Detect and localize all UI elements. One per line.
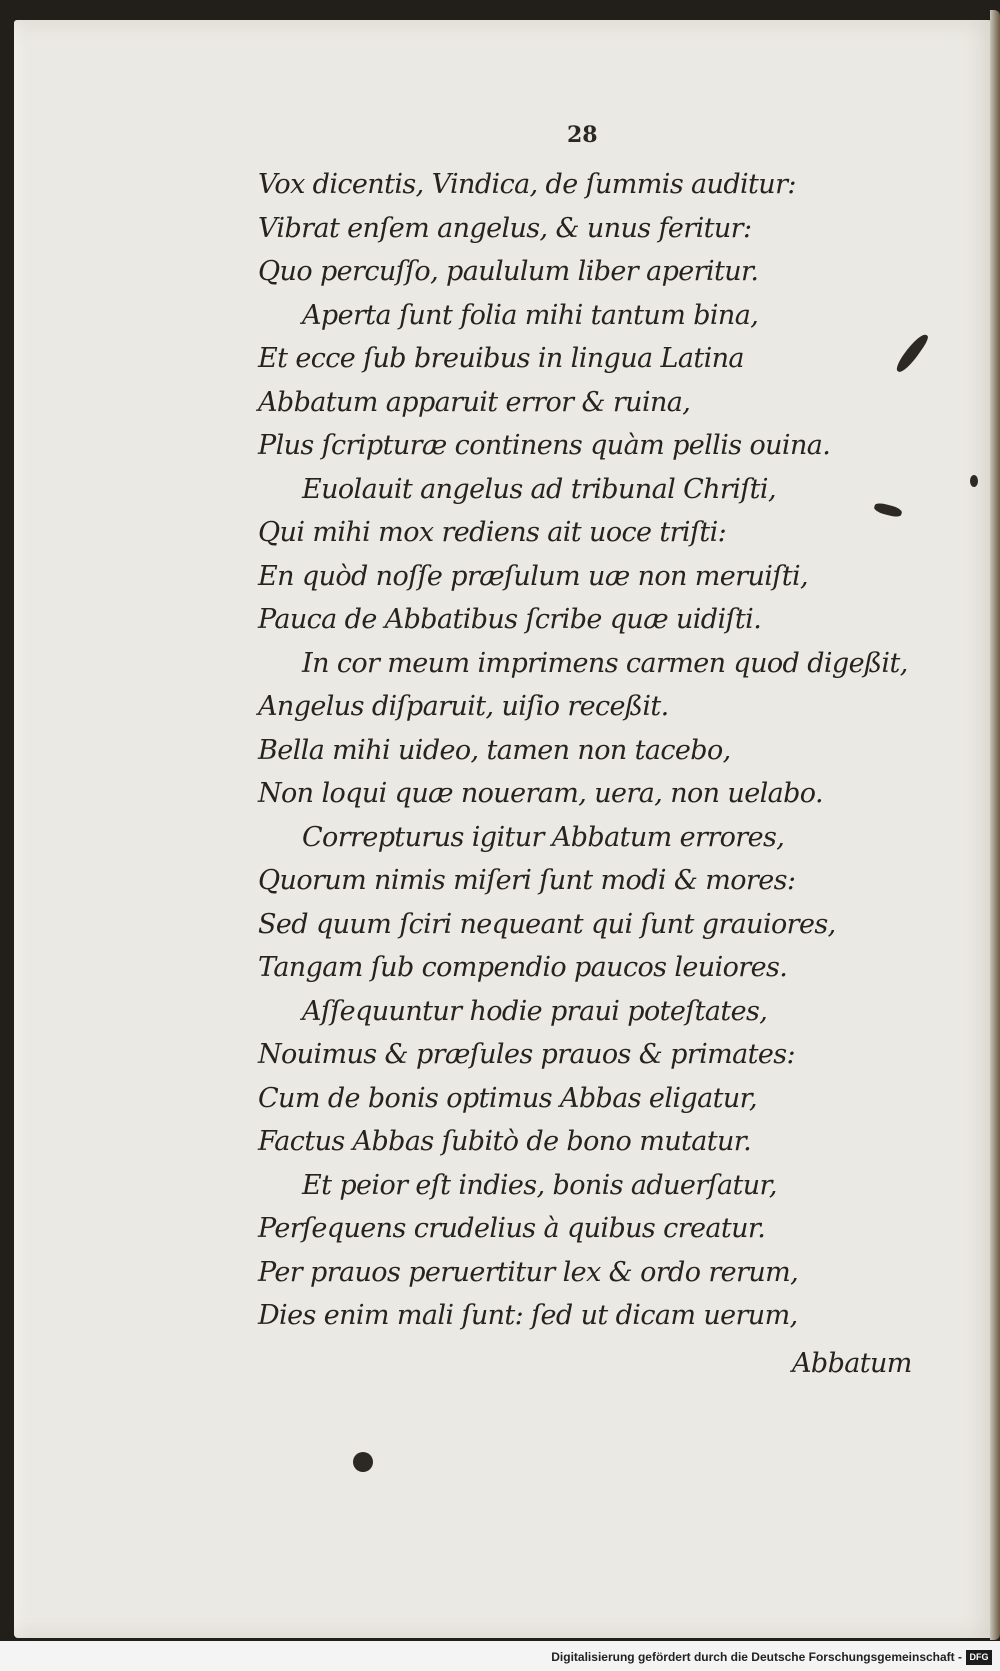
verse-line: Plus ſcripturæ continens quàm pellis ouina. <box>258 430 831 461</box>
verse-line: Qui mihi mox rediens ait uoce triſti: <box>258 517 727 548</box>
verse-line: In cor meum imprimens carmen quod digeßit, <box>302 647 908 679</box>
verse-line: Et ecce ſub breuibus in lingua Latina <box>258 343 744 374</box>
funding-credit: Digitalisierung gefördert durch die Deutsche Forschungsgemeinschaft - <box>551 1650 962 1664</box>
verse-line: Angelus diſparuit, uiſio receßit. <box>258 691 669 722</box>
folio-number: 28 <box>567 122 598 148</box>
ink-dot-mark <box>353 1452 373 1472</box>
verse-line: Sed quum ſciri nequeant qui ſunt grauiores, <box>258 908 836 940</box>
verse-line: Vibrat enſem angelus, & unus feritur: <box>258 212 752 244</box>
verse-line: Bella mihi uideo, tamen non tacebo, <box>258 734 731 766</box>
verse-line: Aſſequuntur hodie praui poteſtates, <box>302 995 768 1027</box>
verse-line: Per prauos peruertitur lex & ordo rerum, <box>258 1256 799 1288</box>
verse-line: Abbatum apparuit error & ruina, <box>258 386 691 418</box>
verse-text-block <box>258 163 958 1338</box>
ink-dot-mark <box>970 475 978 487</box>
page-edge <box>990 10 1000 1640</box>
verse-line: Tangam ſub compendio paucos leuiores. <box>258 952 788 983</box>
verse-line: Cum de bonis optimus Abbas eligatur, <box>258 1082 757 1114</box>
dfg-logo: DFG <box>966 1650 992 1665</box>
verse-line: Perſequens crudelius à quibus creatur. <box>258 1213 766 1244</box>
verse-line: Pauca de Abbatibus ſcribe quæ uidiſti. <box>258 604 762 635</box>
verse-line: Non loqui quæ noueram, uera, non uelabo. <box>258 778 823 809</box>
catchword: Abbatum <box>792 1348 912 1379</box>
verse-line: Quorum nimis miſeri ſunt modi & mores: <box>258 865 796 896</box>
footer-bar <box>0 1641 1000 1671</box>
verse-line: Factus Abbas ſubitò de bono mutatur. <box>258 1126 752 1157</box>
verse-line: Et peior eſt indies, bonis aduerſatur, <box>302 1169 777 1201</box>
verse-line: Correpturus igitur Abbatum errores, <box>302 821 785 853</box>
verse-line: Dies enim mali ſunt: ſed ut dicam uerum, <box>258 1300 798 1331</box>
verse-line: En quòd noſſe præſulum uæ non meruiſti, <box>258 560 808 592</box>
verse-line: Quo percuſſo, paululum liber aperitur. <box>258 256 759 287</box>
verse-line: Aperta ſunt folia mihi tantum bina, <box>302 299 759 331</box>
verse-line: Nouimus & præſules prauos & primates: <box>258 1039 796 1070</box>
verse-line: Euolauit angelus ad tribunal Chriſti, <box>302 473 776 505</box>
verse-line: Vox dicentis, Vindica, de ſummis auditur: <box>258 169 796 200</box>
